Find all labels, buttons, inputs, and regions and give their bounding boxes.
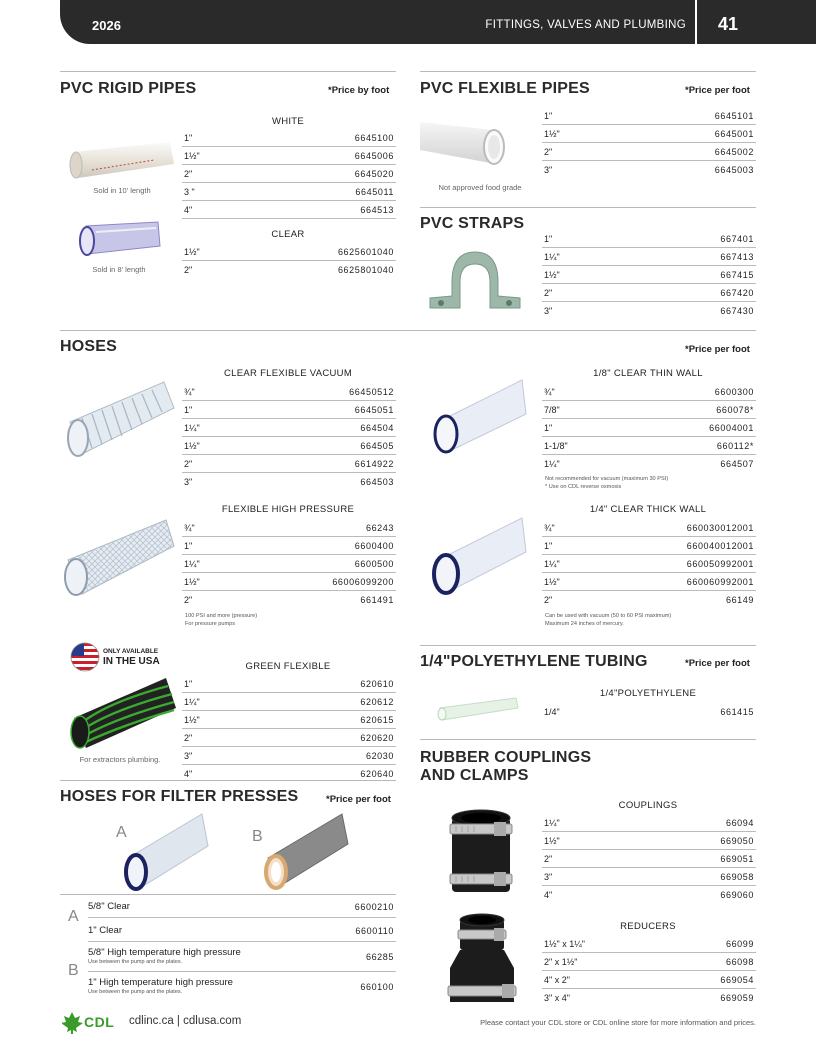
straps-table <box>542 230 756 320</box>
filter-title: HOSES FOR FILTER PRESSES <box>60 788 299 805</box>
pvc-strap-image <box>422 246 528 314</box>
thick-note-2: Maximum 24 inches of mercury. <box>545 621 624 627</box>
table-row: 1½" 620615 <box>182 711 396 729</box>
divider <box>420 645 756 646</box>
table-row: 5/8" High temperature high pressure Use between the pump and the plates. 66285 <box>88 942 396 972</box>
table-row: 4" 620640 <box>184 769 394 779</box>
filter-group-letter-b: B <box>68 962 79 979</box>
table-row: 2" 661491 <box>184 595 394 605</box>
white-subhead: WHITE <box>271 116 305 127</box>
pvc-flexible-note: *Price per foot <box>685 85 750 96</box>
table-row: 1½" 669050 <box>542 832 756 850</box>
divider <box>420 71 756 72</box>
table-row: 1½" 66006099200 <box>182 573 396 591</box>
footer-contact: Please contact your CDL store or CDL online store for more information and prices. <box>480 1018 756 1027</box>
usa-badge-line2: IN THE USA <box>103 656 160 667</box>
pvc-rigid-note: *Price by foot <box>328 85 390 96</box>
table-row: 1" 660040012001 <box>542 537 756 555</box>
pvc-rigid-title: PVC RIGID PIPES <box>60 80 197 97</box>
rubber-coupling-image <box>444 808 518 898</box>
table-row: 2" 6645002 <box>542 143 756 161</box>
couplings-table <box>542 814 756 904</box>
table-row: 1-1/8" 660112* <box>542 437 756 455</box>
filter-group-letter-a: A <box>68 908 79 925</box>
thin-wall-table <box>542 383 756 473</box>
thin-note-2: * Use on CDL reverse osmosis <box>545 484 622 490</box>
white-pvc-pipe-image <box>64 138 176 188</box>
poly-title: 1/4"POLYETHYLENE TUBING <box>420 653 648 670</box>
usa-flag-icon <box>70 642 100 672</box>
table-row: 2" x 1½" 66098 <box>542 953 756 971</box>
table-row: ¾" 66450512 <box>182 383 396 401</box>
table-row: 1" 6600400 <box>182 537 396 555</box>
table-row: 1¼" 6600500 <box>182 555 396 573</box>
high-pressure-table <box>182 519 396 609</box>
header-section: FITTINGS, VALVES AND PLUMBING <box>485 19 686 31</box>
high-pressure-hose-image <box>62 516 178 602</box>
table-row: 3 " 6645011 <box>182 183 396 201</box>
reducers-subhead: REDUCERS <box>620 921 676 932</box>
thin-note-1: Not recommended for vacuum (maximum 30 PSI) <box>545 476 669 482</box>
clear-subhead: CLEAR <box>271 229 305 240</box>
table-row: 4" x 2" 669054 <box>542 971 756 989</box>
table-row: 1" 6645100 <box>182 129 396 147</box>
table-row: 1½" 6645006 <box>182 147 396 165</box>
poly-table <box>542 703 756 721</box>
page-number: 41 <box>717 14 738 34</box>
clear-pvc-pipe-image <box>76 220 162 262</box>
table-row: 2" 66149 <box>544 595 754 605</box>
green-caption: For extractors plumbing. <box>79 755 161 764</box>
table-row: 1½" 660060992001 <box>542 573 756 591</box>
rubber-title-2: AND CLAMPS <box>420 767 529 784</box>
table-row: 1/4" 661415 <box>544 707 754 717</box>
table-row: ¾" 660030012001 <box>542 519 756 537</box>
filter-image-letter-b: B <box>252 828 263 845</box>
table-row: 1½" 6625601040 <box>182 243 396 261</box>
divider <box>420 739 756 740</box>
table-row: 7/8" 660078* <box>542 401 756 419</box>
divider <box>60 780 396 781</box>
table-row: 2" 6645020 <box>182 165 396 183</box>
white-pipe-caption: Sold in 10' length <box>93 186 151 195</box>
poly-note: *Price per foot <box>685 658 750 669</box>
filter-clear-hose-image <box>122 812 210 892</box>
table-row: 1½" 664505 <box>182 437 396 455</box>
hp-subhead: FLEXIBLE HIGH PRESSURE <box>221 504 355 515</box>
table-row: 5/8" Clear 6600210 <box>88 896 396 918</box>
divider <box>60 894 396 895</box>
table-row: 3" x 4" 669059 <box>544 993 754 1003</box>
green-flexible-table <box>182 675 396 783</box>
filter-note: *Price per foot <box>326 794 391 805</box>
hp-note-1: 100 PSI and more (pressure) <box>185 613 258 619</box>
rubber-title-1: RUBBER COUPLINGS <box>420 749 592 766</box>
table-row: 1" 6645051 <box>182 401 396 419</box>
flexible-pvc-pipe-image <box>420 118 508 178</box>
table-row: 1" 66004001 <box>542 419 756 437</box>
table-row: 1" 6645101 <box>542 107 756 125</box>
table-row: 3" 667430 <box>544 306 754 316</box>
page-header <box>60 0 816 44</box>
flexible-pipe-table <box>542 107 756 179</box>
vacuum-table <box>182 383 396 491</box>
hoses-title: HOSES <box>60 338 118 355</box>
pvc-straps-title: PVC STRAPS <box>420 215 525 232</box>
table-row: 1½" 6645001 <box>542 125 756 143</box>
thin-wall-hose-image <box>430 378 528 456</box>
logo-text: CDL <box>84 1014 115 1030</box>
table-row: 3" 664503 <box>184 477 394 487</box>
reducers-table <box>542 935 756 1007</box>
thin-subhead: 1/8" CLEAR THIN WALL <box>593 368 703 379</box>
table-row: 1" 620610 <box>182 675 396 693</box>
table-row: 1¼" 620612 <box>182 693 396 711</box>
pvc-flexible-title: PVC FLEXIBLE PIPES <box>420 80 590 97</box>
vacuum-hose-image <box>64 378 176 464</box>
clear-pipe-caption: Sold in 8' length <box>92 265 146 274</box>
table-row: ¾" 66243 <box>182 519 396 537</box>
table-row: 1½" 667415 <box>542 266 756 284</box>
filter-high-temp-hose-image <box>262 812 350 892</box>
vacuum-subhead: CLEAR FLEXIBLE VACUUM <box>223 368 353 379</box>
header-divider <box>695 0 697 44</box>
footer-sites-link[interactable]: cdlinc.ca | cdlusa.com <box>129 1015 242 1027</box>
table-row: 1" Clear 6600110 <box>88 918 396 942</box>
table-row: 1¼" 660050992001 <box>542 555 756 573</box>
flexible-caption: Not approved food grade <box>438 183 522 192</box>
filter-image-letter-a: A <box>116 824 127 841</box>
table-row: 4" 669060 <box>544 890 754 900</box>
poly-subhead: 1/4"POLYETHYLENE <box>599 688 697 699</box>
white-pipe-table <box>182 129 396 219</box>
thick-wall-table <box>542 519 756 609</box>
table-row: 2" 6625801040 <box>184 265 394 275</box>
divider <box>60 330 756 331</box>
hp-note-2: For pressure pumps <box>185 621 236 627</box>
table-row: 1¼" 667413 <box>542 248 756 266</box>
table-row: 1" 667401 <box>542 230 756 248</box>
table-row: 1½" x 1¼" 66099 <box>542 935 756 953</box>
divider <box>60 71 396 72</box>
table-row: 4" 664513 <box>182 201 396 219</box>
thick-subhead: 1/4" CLEAR THICK WALL <box>589 504 707 515</box>
table-row: 3" 6645003 <box>544 165 754 175</box>
table-row: 1¼" 664504 <box>182 419 396 437</box>
couplings-subhead: COUPLINGS <box>618 800 678 811</box>
table-row: 1¼" 664507 <box>544 459 754 469</box>
table-row: 2" 6614922 <box>182 455 396 473</box>
hoses-note: *Price per foot <box>685 344 750 355</box>
rubber-reducer-image <box>446 912 518 1008</box>
usa-badge-line1: ONLY AVAILABLE <box>103 648 159 655</box>
table-row: 3" 669058 <box>542 868 756 886</box>
table-row: 1¼" 66094 <box>542 814 756 832</box>
cdl-logo <box>62 1010 126 1039</box>
poly-tubing-image <box>436 696 520 722</box>
clear-pipe-table <box>182 243 396 279</box>
table-row: 2" 667420 <box>542 284 756 302</box>
header-year: 2026 <box>92 18 121 33</box>
table-row: 2" 669051 <box>542 850 756 868</box>
table-row: 2" 620620 <box>182 729 396 747</box>
table-row: 3" 62030 <box>182 747 396 765</box>
thick-wall-hose-image <box>430 516 528 596</box>
divider <box>420 207 756 208</box>
green-subhead: GREEN FLEXIBLE <box>245 661 331 672</box>
table-row: ¾" 6600300 <box>542 383 756 401</box>
green-hose-image <box>68 672 178 752</box>
thick-note-1: Can be used with vacuum (50 to 60 PSI maximum) <box>545 613 672 619</box>
table-row: 1" High temperature high pressure Use between the pump and the plates. 660100 <box>88 977 394 995</box>
